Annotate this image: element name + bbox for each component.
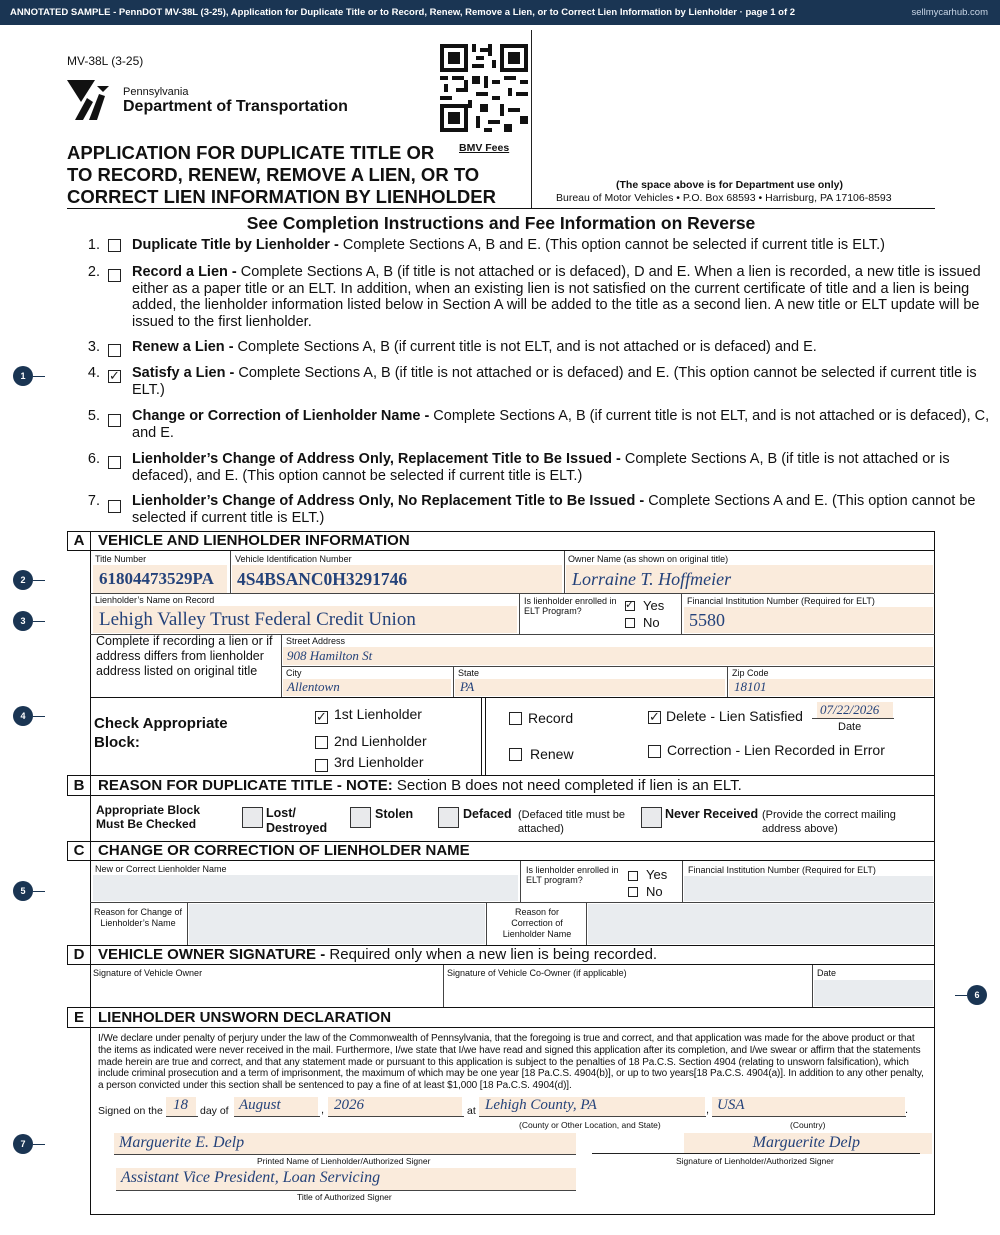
record-checkbox[interactable] [509,712,522,725]
owner-name-label: Owner Name (as shown on original title) [568,554,729,564]
callout-7: 7 [13,1134,33,1154]
day-value: 18 [173,1097,188,1113]
second-lienholder-label: 2nd Lienholder [334,733,427,749]
annotation-banner [0,0,1000,25]
third-lienholder-checkbox[interactable] [315,759,328,772]
owner-name-value: Lorraine T. Hoffmeier [572,569,732,589]
option-number: 4. [87,365,100,381]
form-title [67,142,517,208]
street-value: 908 Hamilton St [287,648,373,663]
signature-label: Signature of Lienholder/Authorized Signer [676,1156,834,1166]
location-value: Lehigh County, PA [485,1097,597,1113]
dept-use-note: (The space above is for Department use only) [616,179,843,191]
banner-text: ANNOTATED SAMPLE - PennDOT MV-38L (3-25), Application for Duplicate Title or to Record, Renew, Remove a Lien, or to Correct Lien Information by Lienholder · page 1 of 2 [10,7,796,18]
fin-number-label: Financial Institution Number (Required for ELT) [687,596,875,606]
option-title: Lienholder’s Change of Address Only, No Replacement Title to Be Issued - [132,493,645,509]
never-received-label: Never Received [665,807,759,821]
vin-label: Vehicle Identification Number [235,554,352,564]
zip-field[interactable] [729,679,933,696]
period: . [905,1104,909,1116]
signature-value: Marguerite Delp [752,1134,860,1151]
printed-name-field[interactable] [114,1133,576,1154]
c-fin-number-label: Financial Institution Number (Required for ELT) [688,865,876,875]
callout-5: 5 [13,881,33,901]
street-field[interactable] [283,647,933,665]
vin-field[interactable] [232,565,562,593]
reason-change-label: Reason for Change of Lienholder’s Name [93,907,183,928]
lost-checkbox[interactable] [242,807,263,828]
printed-name-label: Printed Name of Lienholder/Authorized Signer [257,1156,431,1166]
section-e-letter: E [73,1009,84,1026]
option-title: Lienholder’s Change of Address Only, Replacement Title to Be Issued - [132,451,621,467]
section-b-title-bold: REASON FOR DUPLICATE TITLE - NOTE: [98,777,393,794]
c-fin-number-field[interactable] [684,876,933,901]
c-elt-no-label: No [646,884,663,899]
title-number-field[interactable] [93,565,227,593]
signer-title-label: Title of Authorized Signer [297,1192,392,1202]
declaration-text: I/We declare under penalty of perjury under the law of the Commonwealth of Pennsylvania, that the foregoing is true and correct, and that application was made for the above product or that the items as indicated were never received in the mail. Furthermore, I/we state that I/we have read and signed this application after its completion, and I/we swear or affirm that the statements made herein are true and correct, and that any statement made or pursuant to this application is subject to the penalties of 18 Pa.C.S. Section 4904 (relating to unsworn falsification), which include criminal prosecution and a term of imprisonment, the maximum of which may be one year [18 Pa.C.S. 4904(b)], or up to two years[18 Pa.C.S. 4904(a)]. In addition to any other penalty, a person convicted under this section shall be sentenced to pay a fine of at least $1,000 [18 Pa.C.S. 4904(d)]. [98,1033,924,1092]
first-lienholder-label: 1st Lienholder [334,706,422,722]
option-text [132,451,1000,484]
elt-question: Is lienholder enrolled in ELT Program? [524,596,617,616]
lienholder-value: Lehigh Valley Trust Federal Credit Union [99,609,416,630]
location-field[interactable] [479,1097,705,1116]
c-elt-yes-label: Yes [646,867,668,882]
option-title: Record a Lien - [132,264,237,280]
option-description: Complete Sections A, B (if title is not attached or is defaced) and E. (This option cannot be selected if current title is ELT.) [132,365,977,398]
day-field[interactable] [166,1097,196,1116]
section-b-title-rest: Section B does not need completed if lien is an ELT. [392,777,742,794]
option-text [132,237,1000,254]
section-d-title-rest: Required only when a new lien is being recorded. [325,946,658,963]
defaced-checkbox[interactable] [438,807,459,828]
address-note: Complete if recording a lien or if address differs from lienholder address listed on original title [96,634,273,678]
comma-1: , [321,1104,325,1116]
owner-name-field[interactable] [566,565,933,593]
lienholder-label: Lienholder’s Name on Record [95,595,215,605]
site-link[interactable]: sellmycarhub.com [911,7,988,18]
option-checkbox-5[interactable] [108,414,121,427]
fin-number-value: 5580 [689,610,725,630]
option-description: Complete Sections A, B (if title is not attached or is defaced), D and E. When a lien is recorded, a new title is issued either as a paper title or an ELT. In addition, when an existing lien is not satisfied on the current certificate of title and a lien is being added, the lienholder information listed below in Section A will be added to the title as a second lien. A new title or ELT update will be issued to the first lienholder. [132,264,981,330]
option-text [132,339,1000,356]
penndot-logo [67,80,109,120]
delete-lien-label: Delete - Lien Satisfied [666,708,803,724]
option-title: Renew a Lien - [132,339,234,355]
option-description: Complete Sections A, B (if title is not attached or is defaced), and E. (This option cannot be selected if current title is ELT.) [132,451,950,484]
defaced-note: (Defaced title must be attached) [518,809,625,835]
country-label: (Country) [790,1120,826,1130]
new-lienholder-label: New or Correct Lienholder Name [95,864,227,874]
option-title: Duplicate Title by Lienholder - [132,237,339,253]
option-checkbox-7[interactable] [108,500,121,513]
option-text [132,365,1000,398]
first-lienholder-checkbox[interactable] [315,711,328,724]
month-value: August [239,1097,281,1113]
bmv-fees: BMV Fees [459,142,510,154]
form-id: MV-38L (3-25) [67,54,144,68]
coowner-signature-field[interactable] [446,980,810,1006]
bureau-address: Bureau of Motor Vehicles • P.O. Box 68593 • Harrisburg, PA 17106-8593 [556,192,892,204]
stolen-checkbox[interactable] [350,807,371,828]
section-c-letter: C [73,842,85,859]
signed-on-label: Signed on the [98,1105,163,1117]
year-value: 2026 [334,1097,364,1113]
owner-date-label: Date [817,968,837,978]
option-checkbox-3[interactable] [108,344,121,357]
renew-label: Renew [530,746,574,762]
section-d-title [98,946,657,963]
defaced-label: Defaced [463,807,512,821]
section-a-title: VEHICLE AND LIENHOLDER INFORMATION [98,532,410,549]
comma-2: , [706,1104,710,1116]
option-number: 2. [87,264,100,280]
form-title-line-1: APPLICATION FOR DUPLICATE TITLE OR [67,142,435,163]
option-number: 5. [87,408,100,424]
elt-no-label: No [643,615,660,630]
owner-date-field[interactable] [814,980,933,1006]
callout-2: 2 [13,570,33,590]
option-description: Complete Sections A and E. (This option cannot be selected if current title is ELT.) [132,493,976,526]
form-title-line-3: CORRECT LIEN INFORMATION BY LIENHOLDER [67,186,496,207]
record-label: Record [528,710,574,726]
never-received-note: (Provide the correct mailing address above) [762,809,896,835]
county-label: (County or Other Location, and State) [519,1120,661,1130]
section-c-title: CHANGE OR CORRECTION OF LIENHOLDER NAME [98,842,470,859]
agency-name: Department of Transportation [123,98,348,115]
section-d-letter: D [73,946,85,963]
callout-4: 4 [13,706,33,726]
option-description: Complete Sections A, B (if current title is not ELT, and is not attached or is defaced), C, and E. [132,408,990,441]
elt-yes-label: Yes [643,598,665,613]
day-of-label: day of [200,1105,229,1117]
signer-title-field[interactable] [116,1168,576,1190]
option-checkbox-1[interactable] [108,239,121,252]
reason-change-field[interactable] [189,904,485,944]
elt-yes-checkbox[interactable] [625,601,635,611]
must-check-label: Appropriate Block Must Be Checked [96,803,201,831]
callout-3: 3 [13,611,33,631]
agency-state: Pennsylvania [123,86,189,98]
option-checkbox-2[interactable] [108,269,121,282]
c-elt-question: Is lienholder enrolled in ELT program? [526,865,619,885]
c-elt-yes-checkbox[interactable] [628,871,638,881]
correction-checkbox[interactable] [648,745,661,758]
date-label: Date [838,721,862,733]
printed-name-value: Marguerite E. Delp [119,1134,245,1151]
title-number-value: 61804473529PA [99,569,214,588]
option-description: Complete Sections A, B (if current title is not ELT, and is not attached or is defaced) and E. [233,339,817,355]
option-description: Complete Sections A, B and E. (This option cannot be selected if current title is ELT.) [338,237,885,253]
new-lienholder-field[interactable] [93,875,518,901]
section-b-letter: B [73,777,85,794]
never-received-checkbox[interactable] [641,807,662,828]
city-value: Allentown [287,679,340,694]
option-checkbox-4[interactable] [108,370,121,383]
date-value: 07/22/2026 [820,702,880,717]
second-lienholder-checkbox[interactable] [315,736,328,749]
street-label: Street Address [286,636,346,646]
at-label: at [467,1105,476,1117]
delete-lien-checkbox[interactable] [648,711,661,724]
section-b-title [98,777,742,794]
callout-6: 6 [967,985,987,1005]
city-label: City [286,668,302,678]
zip-label: Zip Code [732,668,769,678]
option-checkbox-6[interactable] [108,456,121,469]
month-field[interactable] [234,1097,318,1116]
lienholder-field[interactable] [93,606,517,633]
option-number: 1. [87,237,100,253]
elt-no-checkbox[interactable] [625,618,635,628]
lost-label: Lost/ Destroyed [266,806,328,835]
section-d-title-bold: VEHICLE OWNER SIGNATURE - [98,946,326,963]
option-number: 6. [87,451,100,467]
form-title-line-2: TO RECORD, RENEW, REMOVE A LIEN, OR TO [67,164,480,185]
coowner-signature-label: Signature of Vehicle Co-Owner (if applicable) [447,968,627,978]
owner-signature-label: Signature of Vehicle Owner [93,968,203,978]
reason-correction-field[interactable] [588,904,933,944]
reason-correction-label: Reason for Correction of Lienholder Name [502,907,572,939]
title-number-label: Title Number [95,554,147,564]
year-field[interactable] [328,1097,462,1116]
stolen-label: Stolen [375,807,414,821]
state-label: State [458,668,480,678]
instructions-heading: See Completion Instructions and Fee Information on Reverse [246,213,756,233]
third-lienholder-label: 3rd Lienholder [334,754,424,770]
fin-number-field[interactable] [684,607,933,633]
date-field[interactable] [817,702,893,718]
renew-checkbox[interactable] [509,748,522,761]
option-text [132,408,1000,441]
c-elt-no-checkbox[interactable] [628,887,638,897]
section-e-title: LIENHOLDER UNSWORN DECLARATION [98,1009,392,1026]
option-text [132,264,1000,330]
option-number: 3. [87,339,100,355]
section-a-letter: A [73,532,85,549]
option-title: Satisfy a Lien - [132,365,235,381]
check-block-label: Check Appropriate Block: [94,715,228,751]
vin-value: 4S4BSANC0H3291746 [237,569,408,589]
owner-signature-field[interactable] [92,980,442,1006]
zip-value: 18101 [734,679,767,694]
state-field[interactable] [455,679,725,696]
correction-label: Correction - Lien Recorded in Error [667,742,885,758]
city-field[interactable] [283,679,451,696]
callout-1: 1 [13,366,33,386]
signer-title-value: Assistant Vice President, Loan Servicing [121,1169,381,1186]
qr-code [440,44,528,132]
country-field[interactable] [712,1097,905,1116]
country-value: USA [717,1097,745,1113]
state-value: PA [460,679,475,694]
option-title: Change or Correction of Lienholder Name - [132,408,430,424]
option-number: 7. [87,493,100,509]
option-text [132,493,1000,526]
signature-field[interactable] [684,1133,932,1154]
